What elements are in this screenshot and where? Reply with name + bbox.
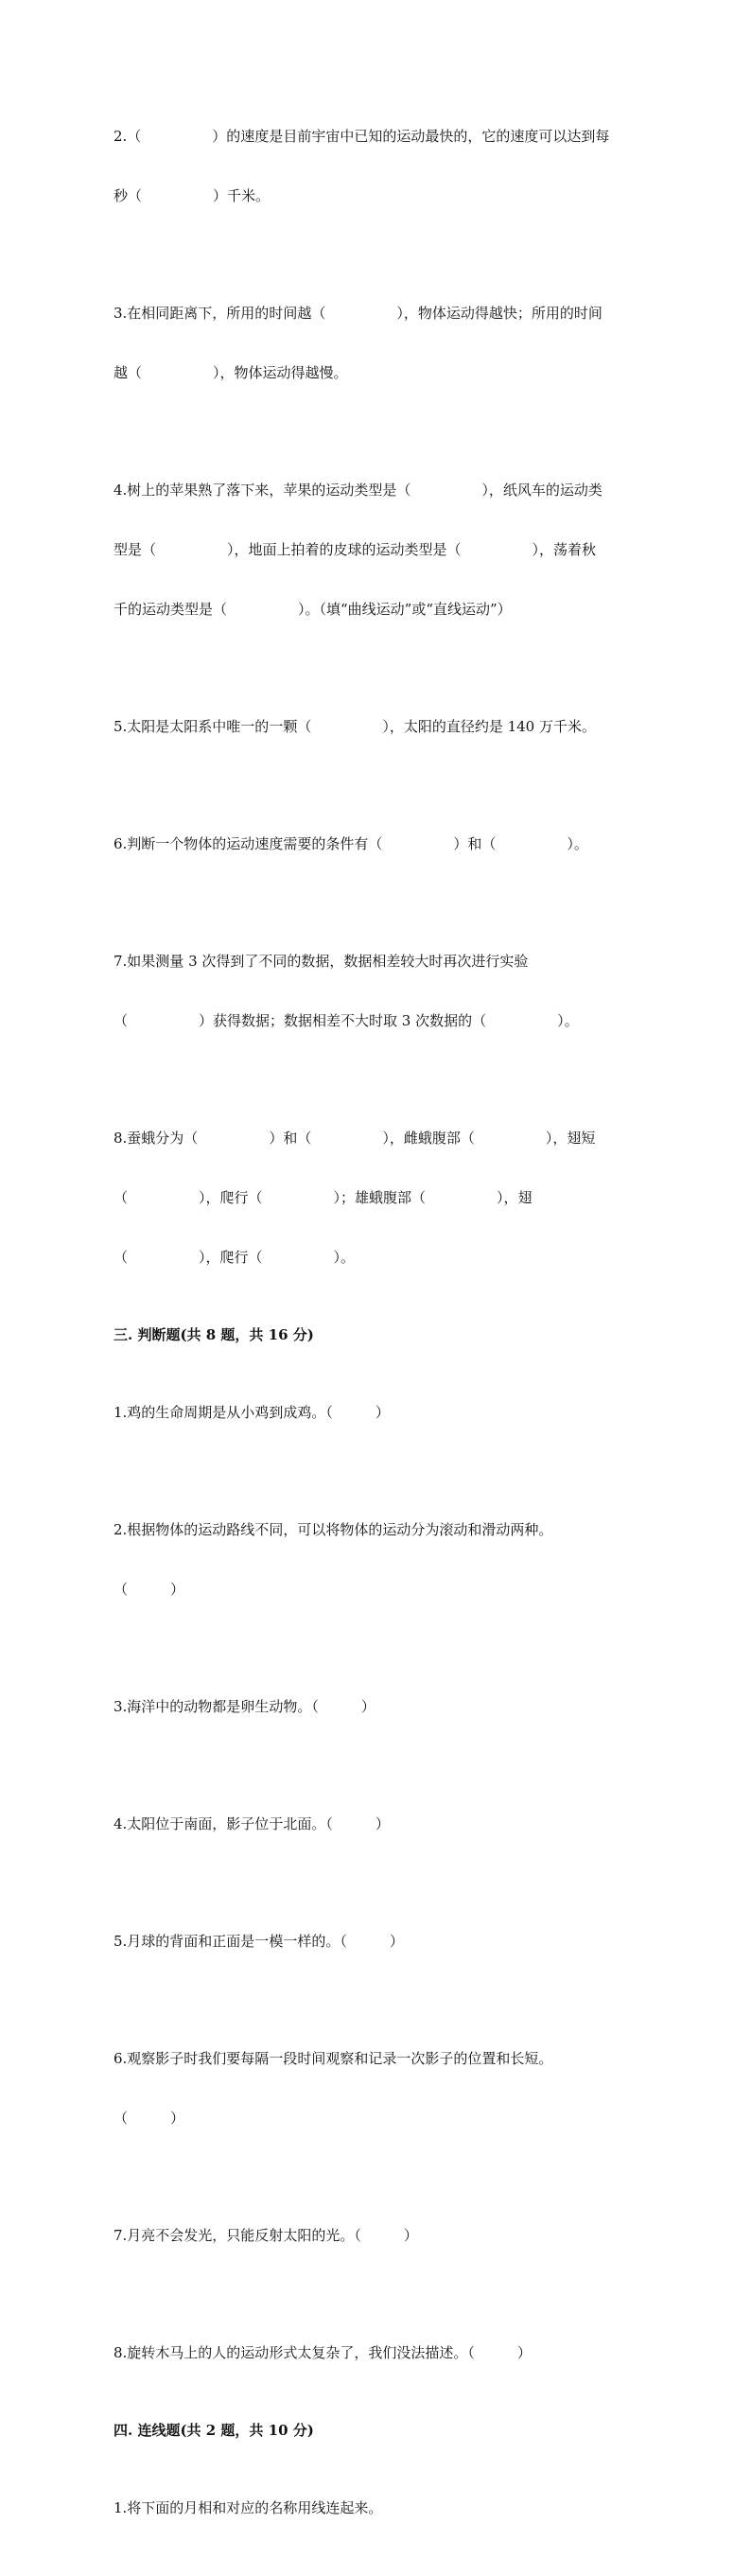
question-line: 秒（ ）千米。 (114, 187, 271, 204)
question-line: 5.太阳是太阳系中唯一的一颗（ ），太阳的直径约是 140 万千米。 (114, 718, 596, 735)
question-line: 8.旋转木马上的人的运动形式太复杂了，我们没法描述。（ ） (114, 2344, 532, 2361)
section-title-matching: 四. 连线题(共 2 题，共 10 分) (114, 2422, 314, 2439)
question-judge-8 (114, 2304, 643, 2403)
question-line: 千的运动类型是（ ）。（填“曲线运动”或“直线运动”） (114, 601, 512, 618)
question-line: 2.（ ）的速度是目前宇宙中已知的运动最快的，它的速度可以达到每 (114, 128, 610, 145)
question-line: （ ） (114, 1581, 185, 1598)
question-fill-5 (114, 677, 643, 777)
question-judge-5 (114, 1892, 643, 1991)
question-fill-7 (114, 912, 643, 1071)
question-judge-2 (114, 1481, 643, 1639)
question-line: 8.蚕蛾分为（ ）和（ ），雌蛾腹部（ ），翅短 (114, 1130, 596, 1147)
question-line: （ ），爬行（ ）；雄蛾腹部（ ），翅 (114, 1189, 533, 1206)
question-line: 1.鸡的生命周期是从小鸡到成鸡。（ ） (114, 1404, 390, 1421)
question-fill-2 (114, 87, 643, 246)
question-line: 越（ ），物体运动得越慢。 (114, 364, 348, 381)
question-judge-3 (114, 1657, 643, 1757)
question-line: 1.将下面的月相和对应的名称用线连起来。 (114, 2499, 383, 2516)
question-line: （ ）获得数据；数据相差不大时取 3 次数据的（ ）。 (114, 1012, 579, 1029)
question-line: 3.海洋中的动物都是卵生动物。（ ） (114, 1698, 376, 1715)
question-fill-6 (114, 795, 643, 894)
question-fill-3 (114, 264, 643, 423)
question-line: 3.在相同距离下，所用的时间越（ ），物体运动得越快；所用的时间 (114, 305, 603, 322)
question-line: 7.月亮不会发光，只能反射太阳的光。（ ） (114, 2227, 418, 2244)
question-line: 型是（ ），地面上拍着的皮球的运动类型是（ ），荡着秋 (114, 541, 597, 558)
question-fill-8 (114, 1089, 643, 1307)
question-judge-1 (114, 1363, 643, 1463)
question-line: 7.如果测量 3 次得到了不同的数据，数据相差较大时再次进行实验 (114, 953, 529, 970)
question-match-1 (114, 2459, 643, 2558)
question-judge-7 (114, 2186, 643, 2286)
question-line: 4.太阳位于南面，影子位于北面。（ ） (114, 1815, 390, 1832)
question-line: 4.树上的苹果熟了落下来，苹果的运动类型是（ ），纸风车的运动类 (114, 482, 603, 499)
question-line: 2.根据物体的运动路线不同，可以将物体的运动分为滚动和滑动两种。 (114, 1521, 553, 1538)
question-judge-4 (114, 1775, 643, 1874)
section-title-judgement: 三. 判断题(共 8 题，共 16 分) (114, 1326, 314, 1343)
question-line: 6.观察影子时我们要每隔一段时间观察和记录一次影子的位置和长短。 (114, 2050, 553, 2067)
question-line: （ ），爬行（ ）。 (114, 1249, 356, 1266)
question-fill-4 (114, 441, 643, 659)
question-line: 6.判断一个物体的运动速度需要的条件有（ ）和（ ）。 (114, 835, 588, 852)
question-line: （ ） (114, 2110, 185, 2127)
question-line: 5.月球的背面和正面是一模一样的。（ ） (114, 1933, 404, 1950)
exam-page (114, 87, 643, 2576)
question-judge-6 (114, 2009, 643, 2168)
